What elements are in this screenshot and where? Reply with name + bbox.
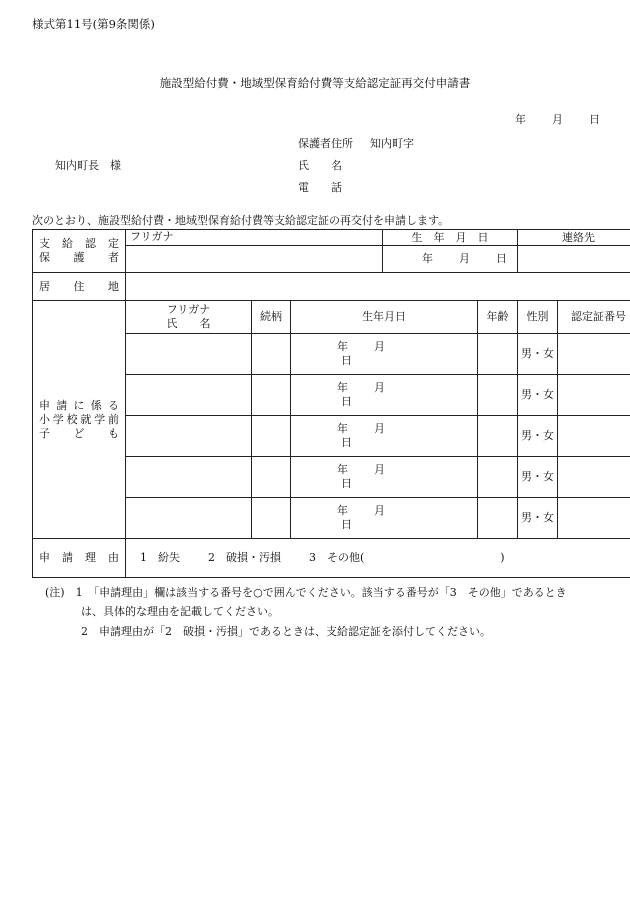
note-2: 2 申請理由が「2 破損・汚損」であるときは、支給認定証を添付してください。: [81, 625, 491, 638]
child-sex-field[interactable]: 男・女: [518, 375, 558, 416]
child-cert-field[interactable]: [558, 416, 630, 457]
child-cert-header: 認定証番号: [558, 301, 630, 334]
page-title: 施設型給付費・地域型保育給付費等支給認定証再交付申請書: [159, 76, 471, 90]
child-age-field[interactable]: [478, 498, 518, 539]
addressee: 知内町長 様: [55, 159, 121, 172]
guardian-name-field[interactable]: [126, 246, 383, 273]
child-sex-field[interactable]: 男・女: [518, 498, 558, 539]
child-name-field[interactable]: [126, 416, 252, 457]
residence-label-cell: 居 住 地: [33, 273, 126, 301]
children-label-cell: 申 請 に 係 る 小 学 校 就 学 前 子 ど も: [33, 301, 126, 539]
guardian-birth-field[interactable]: 年 月 日: [383, 246, 518, 273]
child-birth-field[interactable]: 年 月 日: [291, 498, 478, 539]
child-name-field[interactable]: [126, 334, 252, 375]
child-birth-field[interactable]: 年 月 日: [291, 334, 478, 375]
guardian-birth-header: 生 年 月 日: [383, 230, 518, 246]
child-age-field[interactable]: [478, 416, 518, 457]
note-1: (注) 1 「申請理由」欄は該当する番号を○で囲んでください。該当する番号が「3 その他」であるとき: [45, 586, 567, 599]
address-label: 保護者住所: [298, 137, 353, 150]
child-birth-field[interactable]: 年 月 日: [291, 457, 478, 498]
guardian-label-line1: 支 給 認 定: [39, 237, 119, 250]
child-birth-header: 生年月日: [291, 301, 478, 334]
child-cert-field[interactable]: [558, 334, 630, 375]
form-number: 様式第11号(第9条関係): [32, 17, 155, 31]
guardian-label-line2: 保 護 者: [39, 251, 119, 264]
reason-field[interactable]: [126, 539, 630, 578]
child-age-field[interactable]: [478, 457, 518, 498]
child-cert-field[interactable]: [558, 375, 630, 416]
reason-option-damaged[interactable]: 2 破損・汚損: [208, 551, 281, 564]
residence-field[interactable]: [126, 273, 630, 301]
child-name-field[interactable]: [126, 498, 252, 539]
child-birth-field[interactable]: 年 月 日: [291, 416, 478, 457]
child-sex-field[interactable]: 男・女: [518, 334, 558, 375]
child-age-field[interactable]: [478, 334, 518, 375]
child-sex-field[interactable]: 男・女: [518, 457, 558, 498]
note-1-continued: は、具体的な理由を記載してください。: [81, 605, 279, 618]
child-name-field[interactable]: [126, 375, 252, 416]
child-age-field[interactable]: [478, 375, 518, 416]
intro-text: 次のとおり、施設型給付費・地域型保育給付費等支給認定証の再交付を申請します。: [32, 214, 450, 227]
child-relation-header: 続柄: [252, 301, 291, 334]
reason-paren-close: ): [500, 551, 505, 564]
reason-option-other[interactable]: 3 その他(: [309, 551, 365, 564]
date-day: 日: [589, 113, 600, 126]
child-name-header: フリガナ 氏 名: [126, 301, 252, 334]
guardian-label-cell: [33, 230, 126, 273]
child-relation-field[interactable]: [252, 375, 291, 416]
guardian-contact-header: 連絡先: [518, 230, 630, 246]
date-year: 年: [515, 113, 526, 126]
child-sex-header: 性別: [518, 301, 558, 334]
child-sex-field[interactable]: 男・女: [518, 416, 558, 457]
guardian-furigana-cell[interactable]: フリガナ: [126, 230, 383, 246]
child-age-header: 年齢: [478, 301, 518, 334]
child-relation-field[interactable]: [252, 416, 291, 457]
date-month: 月: [552, 113, 563, 126]
child-cert-field[interactable]: [558, 457, 630, 498]
child-birth-field[interactable]: 年 月 日: [291, 375, 478, 416]
child-relation-field[interactable]: [252, 498, 291, 539]
guardian-contact-field[interactable]: [518, 246, 630, 273]
address-value: 知内町字: [370, 137, 414, 150]
reason-label-cell: 申 請 理 由: [33, 539, 126, 578]
child-cert-field[interactable]: [558, 498, 630, 539]
application-table: [32, 229, 630, 578]
child-relation-field[interactable]: [252, 457, 291, 498]
name-label: 氏 名: [298, 159, 342, 172]
child-name-field[interactable]: [126, 457, 252, 498]
phone-label: 電 話: [298, 181, 342, 194]
child-relation-field[interactable]: [252, 334, 291, 375]
reason-option-lost[interactable]: 1 紛失: [140, 551, 180, 564]
